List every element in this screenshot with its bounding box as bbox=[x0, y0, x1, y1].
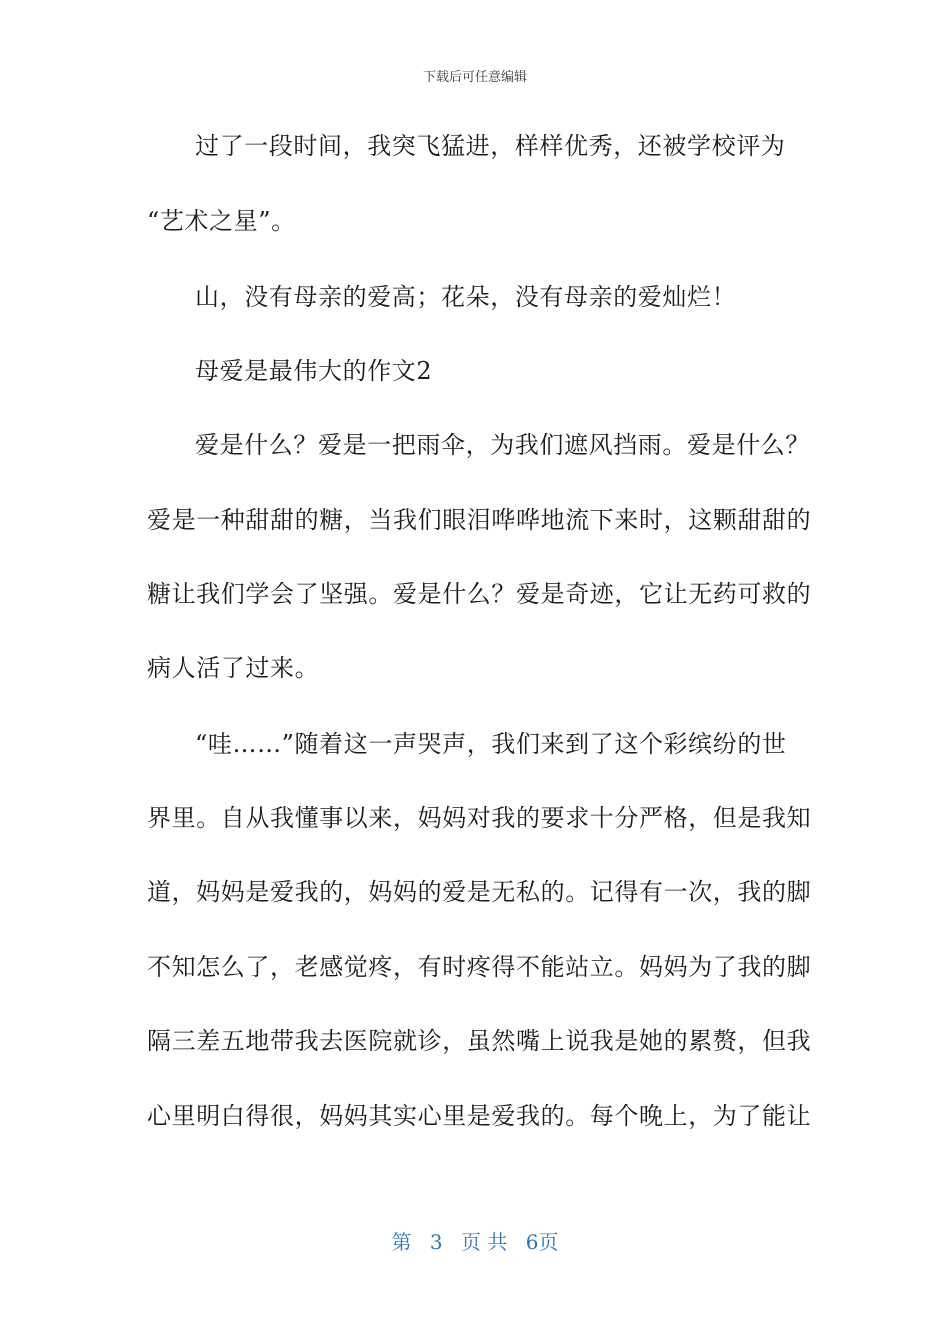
paragraph-line: 爱是一种甜甜的糖，当我们眼泪哗哗地流下来时，这颗甜甜的 bbox=[147, 506, 812, 534]
paragraph-line: 山，没有母亲的爱高；花朵，没有母亲的爱灿烂！ bbox=[195, 283, 737, 311]
paragraph-line: 隔三差五地带我去医院就诊，虽然嘴上说我是她的累赘，但我 bbox=[147, 1027, 812, 1055]
paragraph-line: 糖让我们学会了坚强。爱是什么？爱是奇迹，它让无药可救的 bbox=[147, 580, 812, 608]
paragraph-line: 界里。自从我懂事以来，妈妈对我的要求十分严格，但是我知 bbox=[147, 804, 812, 832]
paragraph-line: 过了一段时间，我突飞猛进，样样优秀，还被学校评为 bbox=[195, 132, 786, 160]
page-footer bbox=[0, 1226, 950, 1255]
footer-current-page: 3 bbox=[429, 1230, 443, 1254]
paragraph-line: 不知怎么了，老感觉疼，有时疼得不能站立。妈妈为了我的脚 bbox=[147, 953, 812, 981]
paragraph-line: 爱是什么？爱是一把雨伞，为我们遮风挡雨。爱是什么？ bbox=[195, 431, 810, 459]
page-header: 下载后可任意编辑 bbox=[422, 70, 527, 85]
section-heading: 母爱是最伟大的作文2 bbox=[195, 357, 433, 385]
paragraph-line: 病人活了过来。 bbox=[147, 654, 320, 682]
paragraph-line: 道，妈妈是爱我的，妈妈的爱是无私的。记得有一次，我的脚 bbox=[147, 878, 812, 906]
paragraph-line: “艺术之星”。 bbox=[147, 207, 296, 235]
footer-prefix: 第 bbox=[391, 1230, 412, 1254]
footer-total-pages: 6页 bbox=[525, 1230, 559, 1254]
footer-middle: 页 共 bbox=[461, 1230, 508, 1254]
paragraph-line: 心里明白得很，妈妈其实心里是爱我的。每个晚上，为了能让 bbox=[147, 1102, 812, 1130]
paragraph-line: “哇……”随着这一声哭声，我们来到了这个彩缤纷的世 bbox=[195, 730, 787, 758]
